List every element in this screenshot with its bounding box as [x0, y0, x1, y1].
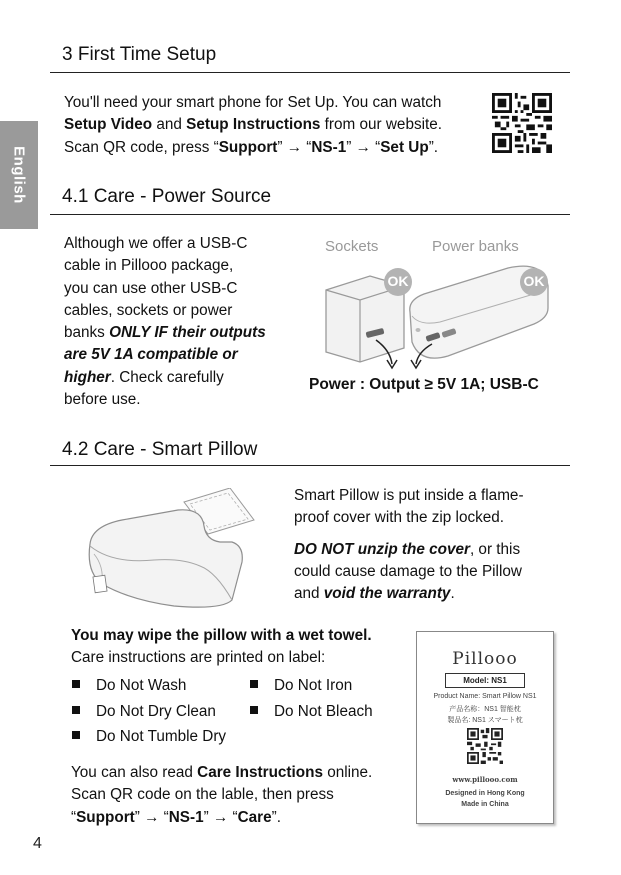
text-line: proof cover with the zip locked.	[294, 509, 505, 527]
bold-text: NS-1	[311, 138, 347, 156]
text-line: Smart Pillow is put inside a flame-	[294, 487, 524, 504]
bold-text: Care	[237, 808, 272, 826]
ok-badge-sockets: OK	[387, 273, 409, 289]
care-label-intro: Care instructions are printed on label:	[71, 649, 326, 667]
text-span: ” → “	[277, 138, 312, 156]
setup-instructions-label: Setup Instructions	[186, 116, 321, 134]
language-tab-label: English	[10, 146, 28, 204]
section-4-2-right-text	[294, 485, 564, 605]
section-3-text	[64, 92, 484, 159]
bullet	[72, 706, 80, 714]
power-banks-label: Power banks	[432, 238, 519, 255]
label-product-name-jp: 製品名: NS1 スマート枕	[447, 717, 523, 724]
text-span: Do Not Tumble Dry	[96, 728, 227, 745]
text-span: Do Not Iron	[274, 677, 353, 694]
care-item	[72, 728, 226, 746]
label-brand: Pillooo	[452, 649, 518, 669]
sockets-label: Sockets	[325, 238, 379, 255]
text-span: ”.	[271, 808, 281, 826]
care-item	[72, 703, 216, 721]
bold-italic-text: ONLY IF their outputs	[109, 324, 266, 342]
care-instructions-list	[72, 677, 402, 752]
setup-video-label: Setup Video	[64, 116, 153, 134]
bullet	[250, 706, 258, 714]
bold-text: Care Instructions	[197, 764, 323, 781]
label-model: Model: NS1	[445, 673, 525, 688]
text-span: .	[450, 585, 455, 603]
language-tab	[0, 121, 38, 229]
text-line: cables, sockets or power	[64, 301, 233, 319]
section-3-rule	[50, 72, 570, 73]
text-line	[64, 344, 294, 366]
text-span: from our website.	[320, 116, 443, 134]
text-line: Although we offer a USB-C	[64, 235, 248, 252]
text-span: , or this	[469, 540, 521, 558]
text-line	[71, 807, 411, 829]
text-line: before use.	[64, 391, 141, 409]
ok-badge-power-banks: OK	[523, 273, 545, 289]
section-3-line-3	[64, 137, 484, 159]
bold-italic-text: DO NOT unzip the cover	[294, 540, 470, 558]
section-3-line-2	[64, 114, 484, 136]
bold-text: Set Up	[380, 138, 429, 156]
section-3-line-1: You'll need your smart phone for Set Up. You can watch	[64, 94, 442, 111]
text-line	[64, 322, 294, 344]
online-text-block	[71, 762, 411, 829]
setup-qr-code	[492, 93, 552, 153]
text-span: . Check carefully	[110, 368, 224, 386]
text-span: ” → “	[134, 808, 169, 826]
text-span: Scan QR code, press “	[64, 138, 219, 156]
text-line: could cause damage to the Pillow	[294, 562, 522, 580]
care-item	[250, 703, 373, 721]
care-item	[72, 677, 186, 695]
power-caption: Power : Output ≥ 5V 1A; USB-C	[309, 376, 539, 393]
text-line: Scan QR code on the lable, then press	[71, 786, 334, 804]
text-span: ” → “	[203, 808, 238, 826]
bullet	[250, 680, 258, 688]
section-4-2-rule	[50, 465, 570, 466]
section-4-1-rule	[50, 214, 570, 215]
text-span: You can also read	[71, 764, 198, 781]
text-span: and	[152, 116, 187, 134]
text-line: you can use other USB-C	[64, 279, 238, 297]
care-label-card	[416, 631, 554, 824]
bold-text: Support	[218, 138, 278, 156]
care-item	[250, 677, 352, 695]
text-span: “	[71, 808, 77, 826]
text-span: Do Not Bleach	[274, 703, 373, 720]
page-number: 4	[33, 835, 42, 852]
wipe-instruction: You may wipe the pillow with a wet towel.	[71, 627, 372, 644]
section-4-1-text	[64, 233, 294, 411]
text-line	[64, 367, 294, 389]
bold-text: Support	[76, 808, 135, 826]
bold-italic-text: are 5V 1A compatible or	[64, 346, 238, 364]
text-line	[294, 583, 564, 605]
bold-text: NS-1	[168, 808, 204, 826]
label-url: www.pillooo.com	[452, 775, 518, 784]
section-4-1-heading: 4.1 Care - Power Source	[62, 186, 272, 207]
bold-italic-text: higher	[64, 368, 111, 386]
text-span: ”.	[428, 138, 439, 156]
bullet	[72, 731, 80, 739]
label-product-name-cn: 产品名称：NS1 智能枕	[449, 706, 521, 713]
text-span: Do Not Dry Clean	[96, 703, 216, 720]
section-3-heading: 3 First Time Setup	[62, 44, 217, 65]
pillow-illustration	[82, 488, 282, 613]
text-span: online.	[322, 764, 373, 781]
label-product-name: Product Name: Smart Pillow NS1	[433, 693, 537, 700]
text-span: and	[294, 585, 324, 603]
text-line	[71, 762, 411, 784]
label-made-in: Made in China	[461, 801, 509, 808]
text-line: cable in Pillooo package,	[64, 257, 234, 275]
bold-italic-text: void the warranty	[323, 585, 451, 603]
text-span: Do Not Wash	[96, 677, 187, 694]
section-4-2-heading: 4.2 Care - Smart Pillow	[62, 439, 258, 460]
text-line	[294, 539, 564, 561]
bullet	[72, 680, 80, 688]
text-span: ” → “	[346, 138, 381, 156]
label-designed-in: Designed in Hong Kong	[445, 790, 525, 797]
text-span: banks	[64, 324, 110, 342]
wipe-text-block	[71, 625, 411, 670]
label-qr-code	[467, 728, 503, 764]
